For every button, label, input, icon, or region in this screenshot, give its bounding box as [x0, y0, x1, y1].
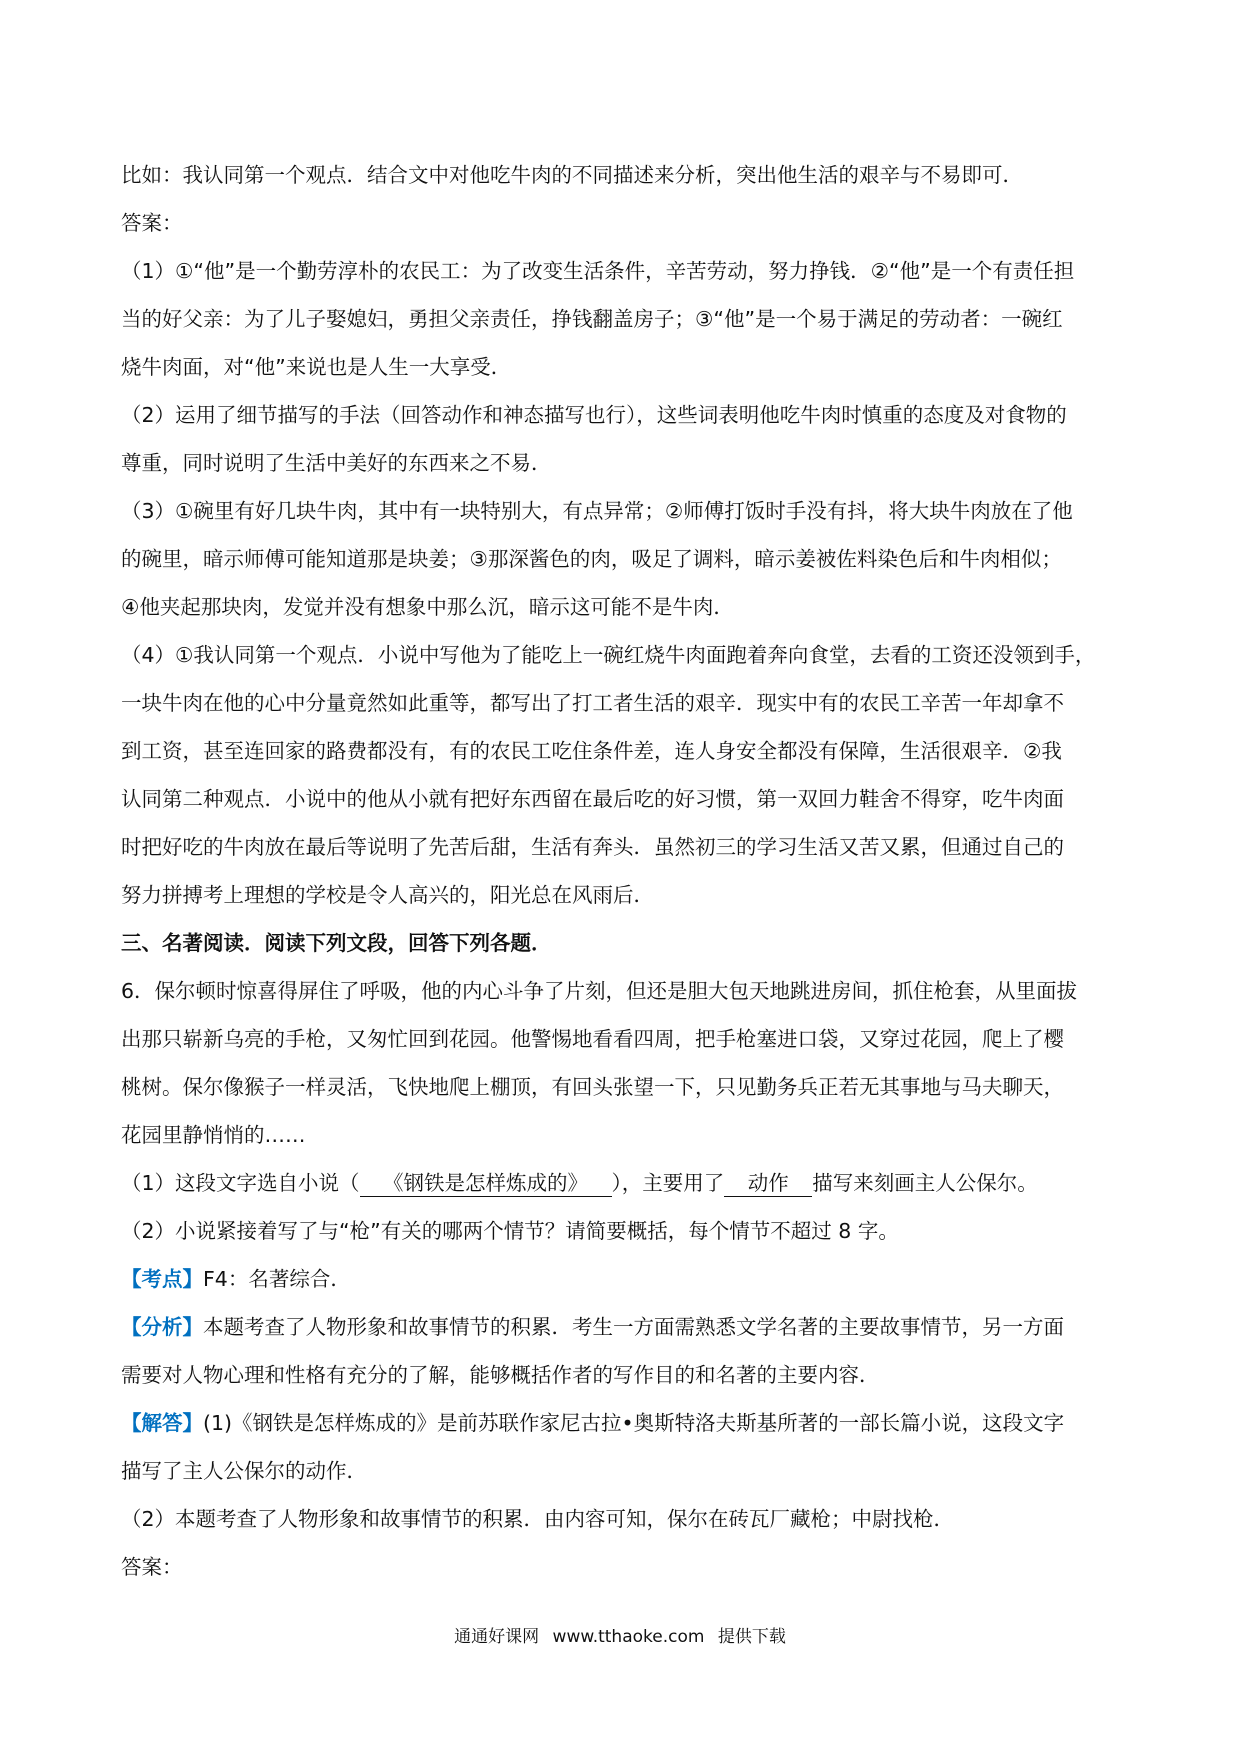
sub-question-1-middle: ），主要用了	[611, 1171, 725, 1195]
paragraph-line: （2）运用了细节描写的手法（回答动作和神态描写也行），这些词表明他吃牛肉时慎重的态度及对食物的	[121, 403, 1067, 427]
paragraph-line: 尊重，同时说明了生活中美好的东西来之不易．	[121, 451, 552, 475]
paragraph-line: 一块牛肉在他的心中分量竟然如此重等，都写出了打工者生活的艰辛．现实中有的农民工辛苦一年却拿不	[121, 691, 1064, 715]
paragraph-line: 比如：我认同第一个观点．结合文中对他吃牛肉的不同描述来分析，突出他生活的艰辛与不易即可．	[121, 163, 1023, 187]
paragraph-line: （1）①“他”是一个勤劳淳朴的农民工：为了改变生活条件，辛苦劳动，努力挣钱．②“他”是一个有责任担	[121, 259, 1075, 283]
jieda-text: (1)《钢铁是怎样炼成的》是前苏联作家尼古拉•奥斯特洛夫斯基所著的一部长篇小说，这段文字	[203, 1411, 1065, 1435]
action-blank: 动作	[724, 1170, 812, 1197]
sub-question-1-suffix: 描写来刻画主人公保尔。	[812, 1171, 1038, 1195]
fenxi-tag: 【分析】	[121, 1315, 203, 1339]
jieda-line	[121, 1399, 1133, 1447]
paragraph-line: 认同第二种观点．小说中的他从小就有把好东西留在最后吃的好习惯，第一双回力鞋舍不得穿，吃牛肉面	[121, 787, 1064, 811]
paragraph-line: 到工资，甚至连回家的路费都没有，有的农民工吃住条件差，连人身安全都没有保障，生活很艰辛．②我	[121, 739, 1062, 763]
kaodian-line	[121, 1255, 1133, 1303]
book-title-blank: 《钢铁是怎样炼成的》	[360, 1170, 612, 1197]
paragraph-line: 的碗里，暗示师傅可能知道那是块姜；③那深酱色的肉，吸足了调料，暗示姜被佐料染色后和牛肉相似；	[121, 547, 1062, 571]
paragraph-line: 努力拼搏考上理想的学校是令人高兴的，阳光总在风雨后．	[121, 883, 654, 907]
sub-question-1	[121, 1159, 1133, 1207]
paragraph-line: 烧牛肉面，对“他”来说也是人生一大享受．	[121, 355, 512, 379]
question-6-line: 花园里静悄悄的……	[121, 1123, 306, 1147]
question-6-line: 6．保尔顿时惊喜得屏住了呼吸，他的内心斗争了片刻，但还是胆大包天地跳进房间，抓住枪套，从里面拔	[121, 979, 1078, 1003]
paragraph-line: ④他夹起那块肉，发觉并没有想象中那么沉，暗示这可能不是牛肉．	[121, 595, 734, 619]
answer-2-line: （2）本题考查了人物形象和故事情节的积累．由内容可知，保尔在砖瓦厂藏枪；中尉找枪．	[121, 1507, 955, 1531]
answer-label: 答案：	[121, 211, 183, 235]
question-6-line: 桃树。保尔像猴子一样灵活，飞快地爬上棚顶，有回头张望一下，只见勤务兵正若无其事地与马夫聊天，	[121, 1075, 1064, 1099]
footer-download: 提供下载	[717, 1627, 786, 1647]
paragraph-line: 时把好吃的牛肉放在最后等说明了先苦后甜，生活有奔头．虽然初三的学习生活又苦又累，但通过自己的	[121, 835, 1064, 859]
fenxi-line-2: 需要对人物心理和性格有充分的了解，能够概括作者的写作目的和名著的主要内容．	[121, 1363, 880, 1387]
sub-question-1-prefix: （1）这段文字选自小说（	[121, 1171, 360, 1195]
page-footer	[0, 1625, 1240, 1649]
fenxi-text: 本题考查了人物形象和故事情节的积累．考生一方面需熟悉文学名著的主要故事情节，另一方面	[203, 1315, 1064, 1339]
footer-url[interactable]: www.tthaoke.com	[552, 1627, 705, 1647]
paragraph-line: 当的好父亲：为了儿子娶媳妇，勇担父亲责任，挣钱翻盖房子；③“他”是一个易于满足的劳动者：一碗红	[121, 307, 1063, 331]
answer-label: 答案：	[121, 1555, 183, 1579]
section-heading: 三、名著阅读．阅读下列文段，回答下列各题．	[121, 931, 552, 955]
kaodian-text: F4：名著综合．	[203, 1267, 351, 1291]
question-6-line: 出那只崭新乌亮的手枪，又匆忙回到花园。他警惕地看看四周，把手枪塞进口袋，又穿过花园，爬上了樱	[121, 1027, 1064, 1051]
paragraph-line: （3）①碗里有好几块牛肉，其中有一块特别大，有点异常；②师傅打饭时手没有抖，将大块牛肉放在了他	[121, 499, 1073, 523]
footer-site-name: 通通好课网	[454, 1627, 540, 1647]
sub-question-2: （2）小说紧接着写了与“枪”有关的哪两个情节？请简要概括，每个情节不超过 8 字。	[121, 1219, 899, 1243]
fenxi-line	[121, 1303, 1133, 1351]
document-body	[121, 151, 1133, 1591]
jieda-tag: 【解答】	[121, 1411, 203, 1435]
jieda-line-2: 描写了主人公保尔的动作．	[121, 1459, 367, 1483]
paragraph-line: （4）①我认同第一个观点．小说中写他为了能吃上一碗红烧牛肉面跑着奔向食堂，去看的工资还没领到手，	[121, 643, 1096, 667]
kaodian-tag: 【考点】	[121, 1267, 203, 1291]
